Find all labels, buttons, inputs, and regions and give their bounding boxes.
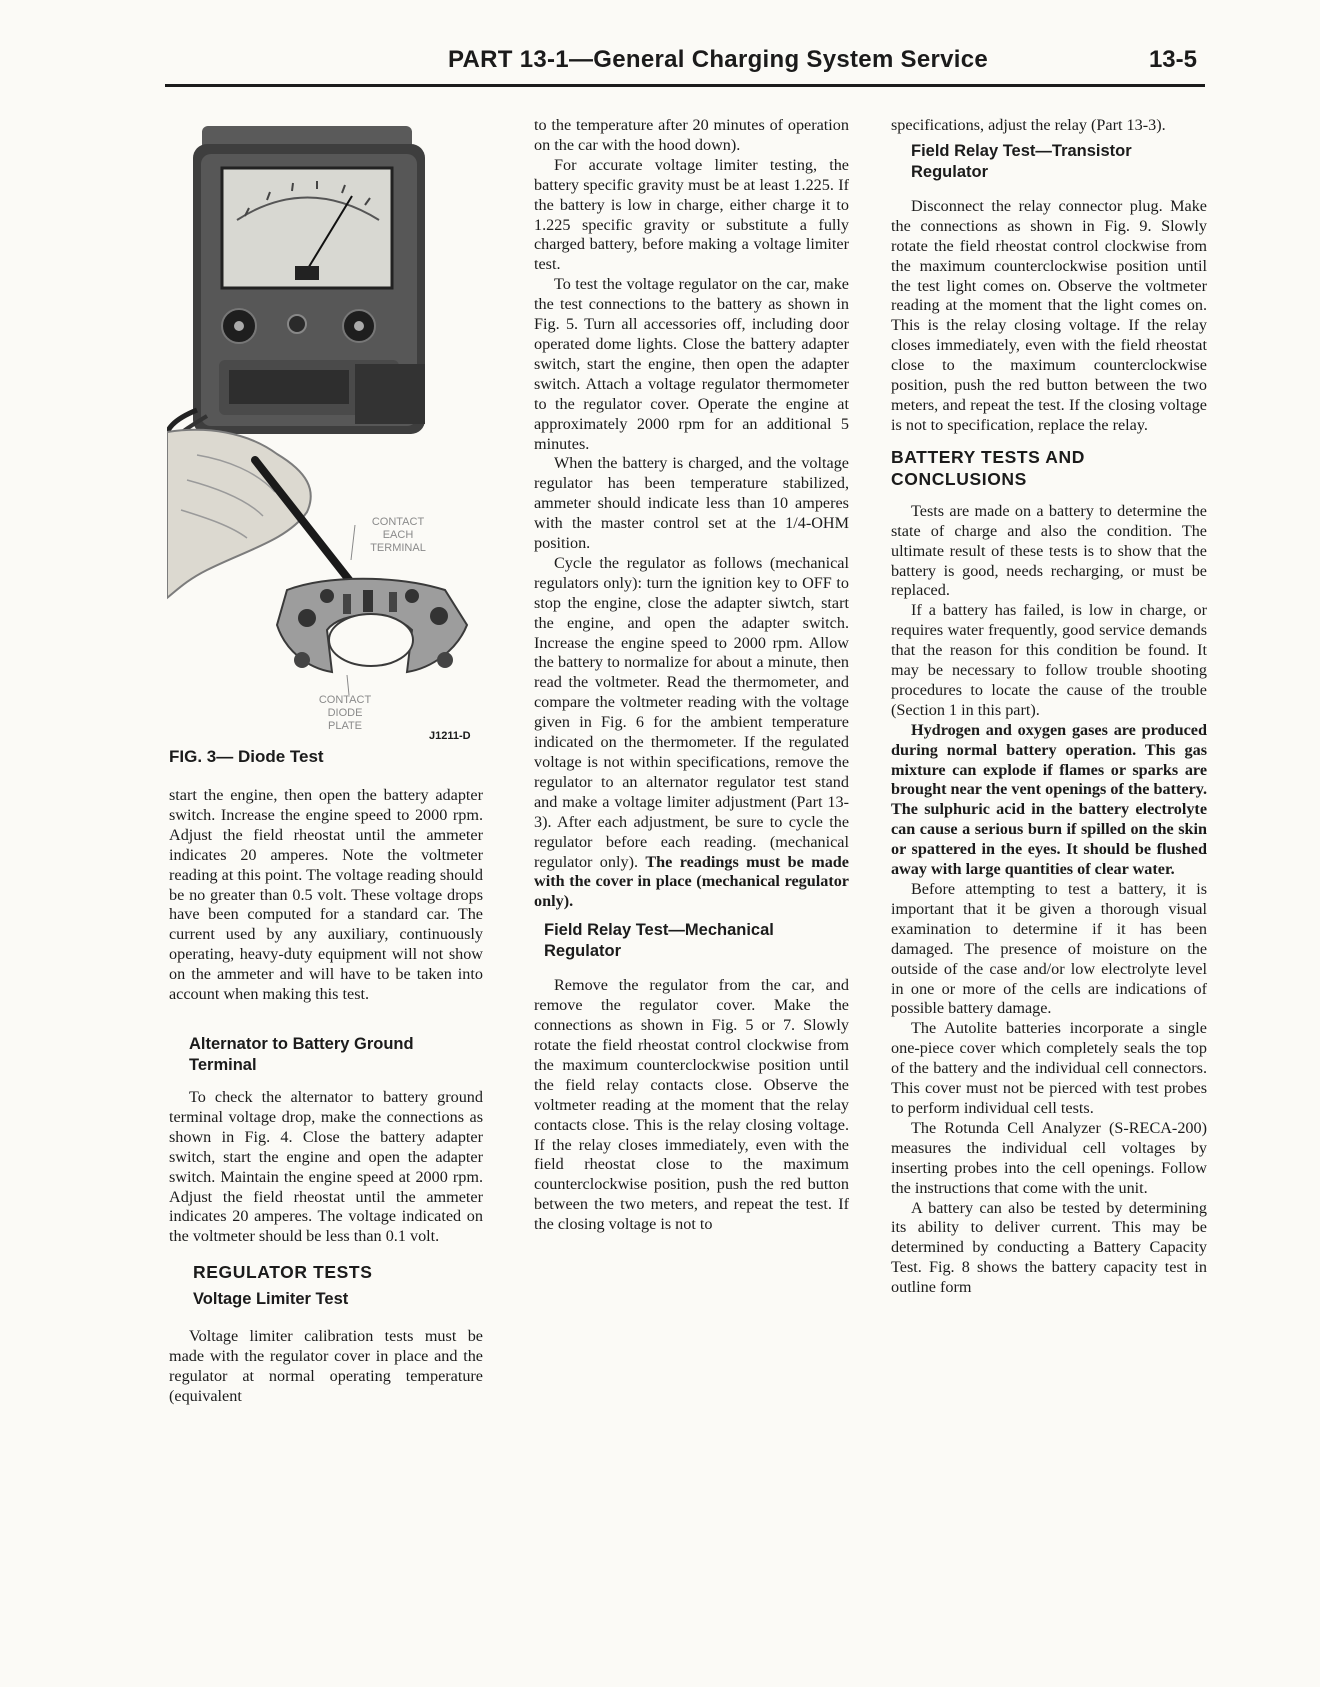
warning-paragraph: Hydrogen and oxygen gases are produced during normal battery operation. This gas mixture can explode if flames or sparks are brought near the vent openings of the battery. The sulphuric acid in the battery electrolyte can cause a serious burn if spilled on the skin or spattered in the eyes. It should be flushed away with large quantities of clear water. bbox=[891, 720, 1207, 879]
label-line: CONTACT bbox=[318, 694, 372, 706]
heading-regulator-tests: REGULATOR TESTS bbox=[193, 1262, 373, 1283]
figure-code: J1211-D bbox=[429, 730, 471, 742]
header-title: PART 13-1—General Charging System Service bbox=[448, 46, 989, 73]
paragraph: to the temperature after 20 minutes of operation on the car with the hood down). bbox=[534, 116, 849, 154]
label-contact-terminal bbox=[363, 516, 433, 555]
paragraph: Before attempting to test a battery, it is important that it be given a thorough visual examination to determine if it has been damaged. The presence of moisture on the outside of the case and/or low electrolyte level in one or more of the cells are indications of possible battery damage. bbox=[891, 880, 1207, 1018]
figure-diode-test bbox=[167, 120, 485, 742]
paragraph: Remove the regulator from the car, and remove the regulator cover. Make the connections as shown in Fig. 5 or 7. Slowly rotate the field rheostat control clockwise from the maximum counterclockwise position until the field relay contacts close. Observe the voltmeter reading at the moment that the relay contacts close. This is the relay closing voltage. If the relay closes immediately, even with the field rheostat close to the maximum counterclockwise position, push the red button between the two meters, and repeat the test. If the closing voltage is not to bbox=[534, 976, 849, 1234]
paragraph: Tests are made on a battery to determine the state of charge and also the condition. The ultimate result of these tests is to show that the battery is good, needs recharging, or must be replaced. bbox=[891, 501, 1207, 600]
label-line: CONTACT bbox=[371, 516, 425, 528]
paragraph: If a battery has failed, is low in charge, or requires water frequently, good service demands that the reason for this condition be found. It may be necessary to follow trouble shooting procedures to locate the cause of the trouble (Section 1 in this part). bbox=[891, 601, 1207, 719]
paragraph bbox=[534, 554, 849, 912]
figure-caption: FIG. 3— Diode Test bbox=[169, 747, 324, 766]
paragraph: A battery can also be tested by determining its ability to deliver current. This may be determined by conducting a Battery Capacity Test. Fig. 8 shows the battery capacity test in outline form bbox=[891, 1198, 1207, 1297]
paragraph: start the engine, then open the battery adapter switch. Increase the engine speed to 2000 rpm. Adjust the field rheostat until the ammeter indicates 20 amperes. Note the voltmeter reading at this point. The voltage reading should be no greater than 0.5 volt. These voltage drops have been computed for a standard car. The current used by any auxiliary, continuously operating, heavy-duty equipment will not show on the ammeter and will have to be taken into account when making this test. bbox=[169, 786, 483, 1004]
paragraph: specifications, adjust the relay (Part 13-3). bbox=[891, 116, 1166, 134]
column-left bbox=[169, 786, 483, 1407]
column-right bbox=[891, 116, 1207, 1298]
tester-illustration bbox=[167, 120, 485, 742]
heading-field-relay-transistor: Field Relay Test—Transistor Regulator bbox=[911, 141, 1132, 181]
paragraph: To test the voltage regulator on the car, make the test connections to the battery as shown in Fig. 5. Turn all accessories off, including door operated dome lights. Close the battery adapter switch, start the engine, then open the adapter switch. Attach a voltage regulator thermometer to the regulator cover. Operate the engine at approximately 2000 rpm for an additional 5 minutes. bbox=[534, 275, 849, 453]
paragraph: To check the alternator to battery ground terminal voltage drop, make the connections as shown in Fig. 4. Close the battery adapter switch, start the engine and open the adapter switch. Maintain the engine speed at 2000 rpm. Adjust the field rheostat until the ammeter indicates 20 amperes. The voltage indicated on the voltmeter should be less than 0.1 volt. bbox=[169, 1087, 483, 1246]
heading-alternator-ground: Alternator to Battery Ground Terminal bbox=[189, 1034, 414, 1074]
paragraph: Disconnect the relay connector plug. Make the connections as shown in Fig. 9. Slowly rotate the field rheostat control clockwise from the maximum counterclockwise position until the test light comes on. Observe the voltmeter reading at the moment that the light comes on. This is the relay closing voltage. If the relay closes immediately, even with the field rheostat close to the maximum counterclockwise position, push the red button between the two meters, and repeat the test. If the closing voltage is not to specification, replace the relay. bbox=[891, 196, 1207, 434]
label-line: EACH bbox=[382, 529, 414, 541]
paragraph: The Autolite batteries incorporate a single one-piece cover which completely seals the top of the battery and the individual cell connectors. This cover must not be pierced with test probes to perform individual cell tests. bbox=[891, 1019, 1207, 1117]
label-line: DIODE bbox=[327, 707, 363, 719]
paragraph: For accurate voltage limiter testing, the battery specific gravity must be at least 1.225. If the battery is low in charge, either charge it to 1.225 specific gravity or substitute a fully charged battery, before making a voltage limiter test. bbox=[534, 155, 849, 274]
column-middle bbox=[534, 116, 849, 1235]
page-number: 13-5 bbox=[1148, 46, 1197, 73]
page-header bbox=[165, 44, 1205, 87]
paragraph-bold-text: The readings must be made with the cover in place (mechanical regulator only). bbox=[534, 852, 849, 911]
heading-voltage-limiter: Voltage Limiter Test bbox=[193, 1290, 349, 1309]
paragraph: When the battery is charged, and the voltage regulator has been temperature stabilized, ammeter should indicate less than 10 amperes with the master control set at the 1/4-OHM position. bbox=[534, 454, 849, 553]
heading-battery-tests: BATTERY TESTS AND CONCLUSIONS bbox=[891, 446, 1085, 489]
paragraph-text: Cycle the regulator as follows (mechanical regulators only): turn the ignition key to OFF to stop the engine, close the adapter siwtch, start the engine, and open the adapter switch. Increase the engine speed to 2000 rpm. Allow the battery to normalize for about a minute, then read the voltmeter. Read the thermometer, and compare the voltmeter reading with the voltage given in Fig. 6 for the ambient temperature indicated on the thermometer. If the regulated voltage is not within specifications, remove the regulator to an alternator regulator test stand and make a voltage limiter adjustment (Part 13-3). After each adjustment, be sure to cycle the regulator before each reading. (mechanical regulator only). bbox=[534, 553, 849, 871]
paragraph: Voltage limiter calibration tests must be made with the regulator cover in place and the regulator at normal operating temperature (equivalent bbox=[169, 1327, 483, 1405]
heading-field-relay-mechanical: Field Relay Test—Mechanical Regulator bbox=[544, 921, 774, 961]
paragraph: The Rotunda Cell Analyzer (S-RECA-200) measures the individual cell voltages by inserting probes into the cell openings. Follow the instructions that come with the unit. bbox=[891, 1118, 1207, 1197]
label-line: TERMINAL bbox=[370, 542, 426, 554]
label-contact-plate bbox=[315, 694, 375, 733]
label-line: PLATE bbox=[327, 720, 363, 732]
